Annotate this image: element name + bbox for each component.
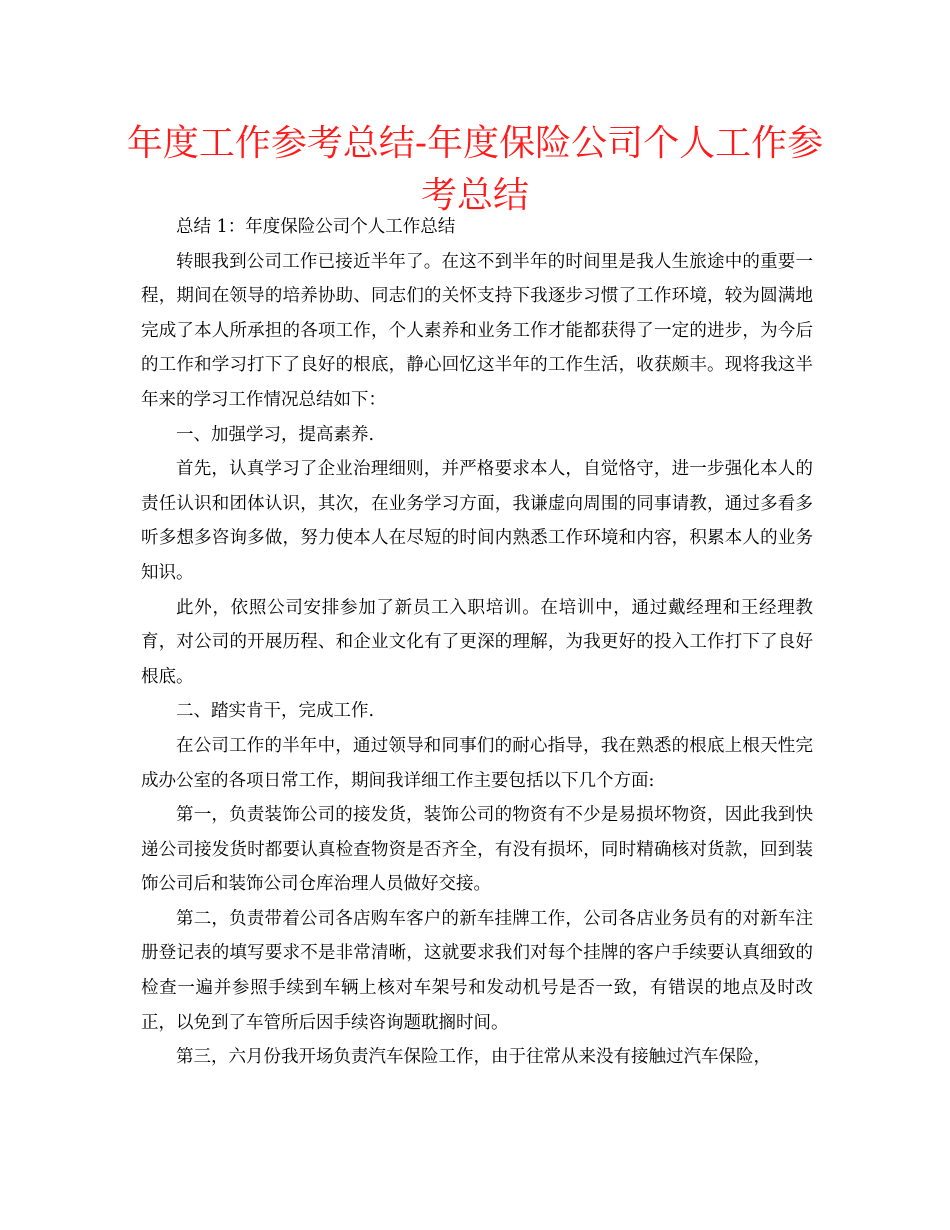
subsection-heading: 一、加强学习，提高素养.	[176, 424, 375, 445]
paragraph: 第一，负责装饰公司的接发货，装饰公司的物资有不少是易损坏物资，因此我到快递公司接发货时都要认真检查物资是否齐全，有没有损坏，同时精确核对货款，回到装饰公司后和装饰公司仓库治理人员做好交接。	[141, 805, 813, 895]
paragraph: 首先，认真学习了企业治理细则，并严格要求本人，自觉恪守，进一步强化本人的责任认识和团体认识，其次，在业务学习方面，我谦虚向周围的同事请教，通过多看多听多想多咨询多做，努力使本人在尽短的时间内熟悉工作环境和内容，积累本人的业务知识。	[141, 459, 813, 583]
paragraph: 第三，六月份我开场负责汽车保险工作，由于往常从来没有接触过汽车保险，	[176, 1047, 771, 1068]
document-body	[141, 210, 813, 1075]
document-title: 年度工作参考总结-年度保险公司个人工作参考总结	[126, 123, 824, 216]
section-heading: 总结 1：年度保险公司个人工作总结	[176, 217, 456, 237]
paragraph: 在公司工作的半年中，通过领导和同事们的耐心指导，我在熟悉的根底上根天性完成办公室的各项日常工作，期间我详细工作主要包括以下几个方面:	[141, 735, 813, 791]
paragraph: 第二，负责带着公司各店购车客户的新车挂牌工作，公司各店业务员有的对新车注册登记表的填写要求不是非常清晰，这就要求我们对每个挂牌的客户手续要认真细致的检查一遍并参照手续到车辆上核对车架号和发动机号是否一致，有错误的地点及时改正，以免到了车管所后因手续咨询题耽搁时间。	[141, 908, 813, 1033]
paragraph: 转眼我到公司工作已接近半年了。在这不到半年的时间里是我人生旅途中的重要一程，期间在领导的培养协助、同志们的关怀支持下我逐步习惯了工作环境，较为圆满地完成了本人所承担的各项工作，个人素养和业务工作才能都获得了一定的进步，为今后的工作和学习打下了良好的根底，静心回忆这半年的工作生活，收获颇丰。现将我这半年来的学习工作情况总结如下：	[141, 251, 813, 410]
subsection-heading: 二、踏实肯干，完成工作.	[176, 701, 375, 722]
paragraph: 此外，依照公司安排参加了新员工入职培训。在培训中，通过戴经理和王经理教育，对公司的开展历程、和企业文化有了更深的理解，为我更好的投入工作打下了良好根底。	[141, 597, 813, 687]
